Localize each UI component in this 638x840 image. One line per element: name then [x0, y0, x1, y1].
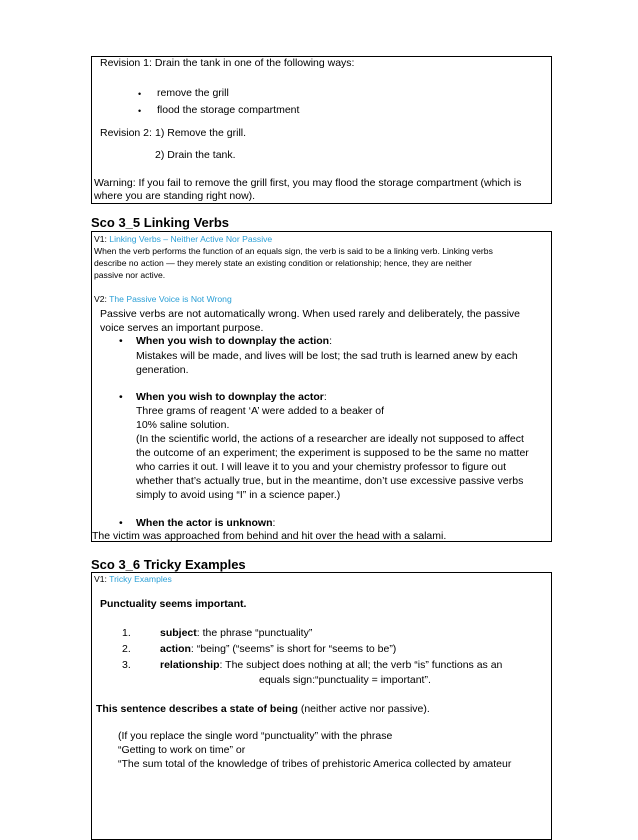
v1-text-line: When the verb performs the function of an equals sign, the verb is said to be a linking verb. Linking verbs: [94, 246, 493, 256]
v1-prefix: V1:: [94, 574, 110, 584]
state-bold: This sentence describes a state of being: [96, 703, 298, 715]
bullet-text-line: 10% saline solution.: [136, 419, 230, 431]
warning-line: where you are standing right now).: [94, 190, 256, 202]
v2-title: The Passive Voice is Not Wrong: [109, 294, 232, 304]
list-number: 1.: [122, 627, 131, 639]
bullet-dot: •: [119, 517, 123, 529]
bullet-colon: :: [323, 391, 327, 403]
warning-line: Warning: If you fail to remove the grill first, you may flood the storage compartment (which is: [94, 177, 522, 189]
revision2-line: 1) Remove the grill.: [155, 127, 247, 139]
bullet-dot: •: [138, 106, 142, 116]
bullet-text-line: generation.: [136, 364, 189, 376]
bullet-text-line: Mistakes will be made, and lives will be lost; the sad truth is learned anew by each: [136, 350, 518, 362]
section-heading: Sco 3_5 Linking Verbs: [91, 215, 229, 230]
list-term: subject: [160, 627, 197, 639]
v1-title: Linking Verbs – Neither Active Nor Passive: [109, 234, 273, 244]
bullet-text-line: whether that’s actually true, but in the meantime, don’t use excessive passive verbs: [136, 475, 524, 487]
list-number: 2.: [122, 643, 131, 655]
bullet-heading: [136, 516, 275, 530]
bullet-heading: [136, 390, 327, 404]
bullet-title: When the actor is unknown: [136, 517, 273, 529]
v2-intro-line: Passive verbs are not automatically wrong. When used rarely and deliberately, the passive: [100, 308, 521, 320]
state-sentence: [96, 702, 430, 716]
v1-prefix: V1:: [94, 234, 110, 244]
list-item: [160, 658, 502, 672]
bullet-text-line: The victim was approached from behind and hit over the head with a salami.: [92, 530, 447, 542]
revision2-line: 2) Drain the tank.: [155, 149, 236, 161]
revision1-intro: Revision 1: Drain the tank in one of the following ways:: [100, 57, 355, 69]
list-text: : “being” (“seems” is short for “seems to be”): [190, 643, 397, 655]
bullet-heading: [136, 334, 332, 348]
v1-title: Tricky Examples: [109, 574, 172, 584]
list-number: 3.: [122, 659, 131, 671]
list-text: : The subject does nothing at all; the verb “is” functions as an: [219, 659, 503, 671]
list-item: [160, 642, 396, 656]
v1-text-line: describe no action — they merely state an existing condition or relationship; hence, they are neither: [94, 258, 472, 268]
bullet-text-line: who carries it out. I will leave it to you and your chemistry professor to figure out: [136, 461, 506, 473]
v2-label: [94, 293, 232, 305]
closing-line: (If you replace the single word “punctuality” with the phrase: [118, 730, 393, 742]
bullet-title: When you wish to downplay the actor: [136, 391, 324, 403]
revision1-item: remove the grill: [157, 87, 229, 99]
v1-label: [94, 573, 172, 585]
v1-label: [94, 233, 272, 245]
bullet-dot: •: [119, 335, 123, 347]
list-text: : the phrase “punctuality”: [196, 627, 313, 639]
v1-text-line: passive nor active.: [94, 270, 166, 280]
list-term: action: [160, 643, 191, 655]
closing-line: “Getting to work on time” or: [118, 744, 246, 756]
closing-line: “The sum total of the knowledge of tribes of prehistoric America collected by amateur: [118, 758, 512, 770]
list-term: relationship: [160, 659, 220, 671]
section-heading: Sco 3_6 Tricky Examples: [91, 557, 246, 572]
bullet-text-line: Three grams of reagent ‘A’ were added to a beaker of: [136, 405, 385, 417]
bullet-dot: •: [138, 89, 142, 99]
bullet-text-line: the outcome of an experiment; the experiment is supposed to be the same no matter: [136, 447, 529, 459]
state-rest: (neither active nor passive).: [297, 703, 430, 715]
revision1-item: flood the storage compartment: [157, 104, 300, 116]
v2-prefix: V2:: [94, 294, 110, 304]
example-sentence: Punctuality seems important.: [100, 598, 247, 610]
bullet-text-line: simply to avoid using “I” in a science paper.): [136, 489, 341, 501]
v2-intro-line: voice serves an important purpose.: [100, 322, 264, 334]
bullet-text-line: (In the scientific world, the actions of a researcher are ideally not supposed to affect: [136, 433, 524, 445]
list-item-continuation: equals sign:“punctuality = important”.: [259, 674, 431, 686]
bullet-dot: •: [119, 391, 123, 403]
bullet-title: When you wish to downplay the action: [136, 335, 330, 347]
bullet-colon: :: [272, 517, 276, 529]
list-item: [160, 626, 312, 640]
bullet-colon: :: [329, 335, 333, 347]
revision2-label: Revision 2:: [100, 127, 152, 139]
